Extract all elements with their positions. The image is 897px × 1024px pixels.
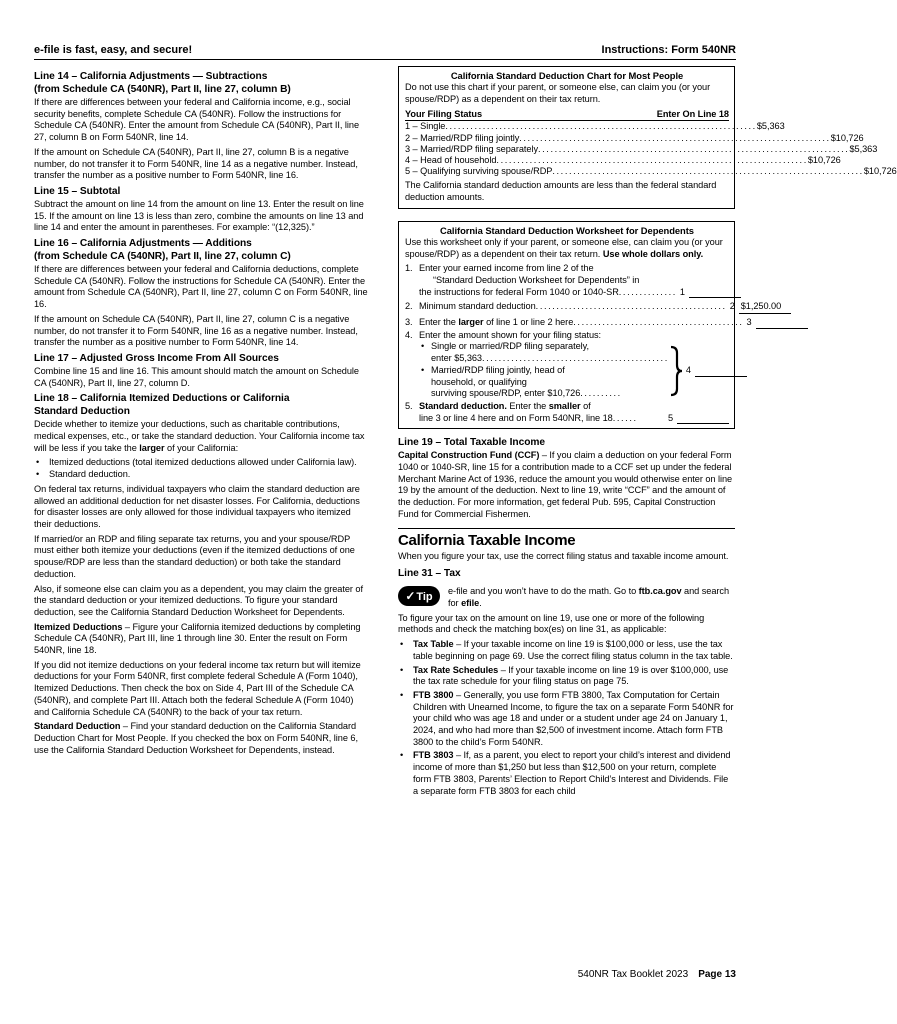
row-label: 2 – Married/RDP filing jointly bbox=[405, 132, 520, 143]
step-number: 2. bbox=[405, 301, 413, 312]
step-text-b: “Standard Deduction Worksheet for Dependents” in bbox=[433, 274, 640, 285]
bullet-icon: • bbox=[400, 639, 404, 650]
step-text bbox=[415, 401, 729, 413]
step-4-options bbox=[415, 341, 729, 400]
option-text-c: surviving spouse/RDP, enter $10,726 bbox=[431, 388, 581, 399]
method-text: – If your taxable income on line 19 is over $100,000, use the tax rate schedule for your filing status on page 75. bbox=[413, 664, 729, 687]
bullet-icon: • bbox=[421, 364, 425, 375]
list-item bbox=[398, 639, 735, 662]
line16-heading-b: (from Schedule CA (540NR), Part II, line 27, column C) bbox=[34, 251, 291, 263]
dependents-worksheet bbox=[398, 221, 782, 430]
tax-methods-list bbox=[398, 639, 735, 797]
leader-dots: ........................................................................... bbox=[496, 155, 808, 166]
method-text: – If, as a parent, you elect to report your child’s interest and dividend income of more than $1,250 but less than $12,500 on your return, complete form FTB 3803, Parents’ Election to Report Child’s Interest and Dividends. File a separate form FTB 3803 for each child bbox=[413, 750, 731, 796]
line18-para-3: If married/or an RDP and filing separate tax returns, you and your spouse/RDP must either both itemize your deductions (even if the itemized deductions of one spouse/RDP are less than the standard deduction) or both take the standard deduction. bbox=[34, 533, 355, 579]
tip-text-b: and search for bbox=[448, 586, 730, 608]
worksheet-title: California Standard Deduction Worksheet for Dependents bbox=[440, 224, 694, 236]
line18-para-2: On federal tax returns, individual taxpayers who claim the standard deduction are allowed an additional deduction for net disaster losses. For California, deductions for disaster losses are only allowed for those individual taxpayers who itemized their deductions. bbox=[34, 483, 360, 529]
worksheet-step-5 bbox=[405, 401, 729, 424]
option-text-b: household, or qualifying bbox=[431, 376, 527, 387]
table-row bbox=[405, 166, 897, 177]
leader-dots: ............................................. bbox=[482, 353, 669, 364]
leader-dots: .............................................. bbox=[535, 301, 727, 312]
line16-heading-a: Line 16 – California Adjustments — Additions bbox=[34, 238, 252, 250]
leader-dots: ........................................................................... bbox=[445, 121, 757, 132]
step-text-a: Enter the bbox=[419, 317, 459, 328]
bullet-text: Standard deduction. bbox=[49, 469, 131, 480]
table-row bbox=[405, 143, 878, 155]
leader-dots: ...... bbox=[612, 412, 638, 423]
list-item bbox=[398, 665, 735, 688]
step-text bbox=[419, 317, 573, 329]
itemized-deductions-label: Itemized Deductions bbox=[34, 621, 123, 632]
line14-heading-a: Line 14 – California Adjustments — Subtractions bbox=[34, 71, 268, 82]
step-number: 1. bbox=[405, 263, 413, 274]
california-taxable-income-title: California Taxable Income bbox=[398, 528, 735, 550]
tip-search-term: efile bbox=[461, 598, 480, 608]
worksheet-intro-bold: Use whole dollars only. bbox=[602, 248, 704, 259]
entry-blank-4[interactable] bbox=[695, 365, 747, 377]
step-text-b: Enter the bbox=[506, 400, 549, 411]
worksheet-intro bbox=[405, 237, 729, 260]
row-amount: $10,726 bbox=[807, 155, 841, 166]
option-line bbox=[431, 388, 669, 400]
list-item bbox=[398, 750, 735, 797]
bullet-icon: • bbox=[400, 664, 404, 675]
option-text-a: Married/RDP filing jointly, head of bbox=[431, 364, 565, 375]
line18-para-1 bbox=[34, 419, 369, 454]
line18-heading-a: Line 18 – California Itemized Deductions or California bbox=[34, 393, 290, 405]
line18-para-5: If you did not itemize deductions on your federal income tax return but will itemize deductions for your Form 540NR, first complete federal Schedule A (Form 1040), Itemized Deductions. Then check the box on Side 4, Part III of the Schedule CA (540NR), and complete Part III. Attach both the federal Schedule A (Form 1040) and California Schedule CA (540NR) to the back of your tax return. bbox=[34, 659, 361, 717]
line17-para-1: Combine line 15 and line 16. This amount should match the amount on Schedule CA (540NR), Part II, line 27, column D. bbox=[34, 365, 359, 388]
step-text: Enter the amount shown for your filing status: bbox=[419, 329, 602, 340]
table-row bbox=[405, 121, 785, 132]
worksheet-intro-a: Use this worksheet only if your parent, or someone else, can claim you (or your spouse/RDP) as a dependent on their tax return. bbox=[405, 236, 723, 259]
line18-heading-b: Standard Deduction bbox=[34, 406, 130, 418]
line-number: 2 bbox=[729, 301, 735, 312]
option-text-b: enter $5,363 bbox=[431, 353, 482, 364]
line17-heading: Line 17 – Adjusted Gross Income From All Sources bbox=[34, 352, 279, 364]
bullet-icon: • bbox=[36, 457, 40, 468]
step-text-c: of line 1 or line 2 here bbox=[483, 317, 574, 328]
step-text-bold: larger bbox=[458, 317, 484, 328]
step-text-a: Enter your earned income from line 2 of the bbox=[419, 263, 594, 274]
step-4-bullets bbox=[415, 341, 669, 400]
line31-heading: Line 31 – Tax bbox=[398, 568, 461, 580]
list-item bbox=[34, 457, 369, 469]
tip-callout bbox=[398, 586, 735, 609]
line14-para-2: If the amount on Schedule CA (540NR), Part II, line 27, column B is a negative number, do not transfer it to Form 540NR, line 14 as a negative number. Instead, transfer the number as a positive number to Form 540NR, line 16. bbox=[34, 146, 358, 181]
bullet-icon: • bbox=[400, 689, 404, 700]
line18-heading bbox=[34, 392, 369, 418]
list-item bbox=[398, 690, 735, 749]
line16-heading bbox=[34, 237, 369, 263]
table-row bbox=[405, 132, 864, 144]
entry-blank-3[interactable] bbox=[756, 317, 808, 329]
tip-link[interactable]: ftb.ca.gov bbox=[638, 586, 682, 597]
entry-blank-1[interactable] bbox=[689, 287, 741, 299]
line16-para-1: If there are differences between your federal and California deductions, complete Schedule CA (540NR). Follow the instructions for Schedule CA (540NR). Enter the amount from Schedule CA (540NR), Part II, line 27, column C on Form 540NR, line 16. bbox=[34, 264, 368, 310]
ccf-para bbox=[398, 450, 735, 520]
line14-heading bbox=[34, 70, 369, 96]
worksheet-step-1 bbox=[405, 263, 729, 298]
method-label: FTB 3803 bbox=[413, 750, 454, 761]
header-right-text: Instructions: Form 540NR bbox=[601, 44, 736, 56]
leader-dots: .............. bbox=[618, 286, 677, 297]
footer-booklet: 540NR Tax Booklet 2023 bbox=[577, 969, 689, 980]
step-text-bold-c: smaller bbox=[548, 400, 581, 411]
step-line bbox=[415, 301, 782, 314]
list-item bbox=[419, 365, 669, 400]
bullet-icon: • bbox=[36, 469, 40, 480]
line18-para-1-c: of your California: bbox=[164, 442, 239, 453]
line-number: 1 bbox=[679, 286, 685, 297]
bullet-icon: • bbox=[421, 341, 425, 352]
chart-note: The California standard deduction amounts are less than the federal standard deduction amounts. bbox=[405, 180, 717, 203]
tip-text bbox=[448, 586, 735, 609]
step-text-d: of bbox=[580, 400, 591, 411]
line18-para-4: Also, if someone else can claim you as a dependent, you may claim the greater of the standard deduction or your itemized deductions. To figure your standard deduction, see the California Standard Deduction Worksheet for Dependents. bbox=[34, 583, 363, 617]
list-item bbox=[34, 469, 369, 481]
standard-deduction-text: – Find your standard deduction on the California Standard Deduction Chart for Most People. If you checked the box on Form 540NR, line 6, use the California Standard Deduction Worksheet for Dependents, instead. bbox=[34, 721, 358, 755]
step-number: 3. bbox=[405, 317, 413, 328]
line-number: 5 bbox=[668, 412, 674, 423]
page-footer bbox=[578, 969, 736, 981]
bullet-icon: • bbox=[400, 750, 404, 761]
step-text-e: line 3 or line 4 here and on Form 540NR, line 18 bbox=[419, 412, 613, 423]
tip-text-c: . bbox=[479, 598, 482, 608]
leader-dots: ......................................... bbox=[573, 317, 744, 328]
row-amount: $10,726 bbox=[863, 166, 897, 177]
standard-deduction-para bbox=[34, 721, 369, 756]
chart-title: California Standard Deduction Chart for Most People bbox=[450, 70, 684, 81]
method-label: Tax Table bbox=[413, 639, 454, 650]
row-amount: $10,726 bbox=[830, 132, 864, 143]
chart-rows bbox=[405, 121, 897, 177]
step-text-c: the instructions for federal Form 1040 or 1040-SR bbox=[419, 286, 619, 297]
step-number: 5. bbox=[405, 400, 413, 411]
chart-intro: Do not use this chart if your parent, or someone else, can claim you (or your spouse/RDP) as a dependent on their tax return. bbox=[405, 82, 711, 104]
ccf-text: – If you claim a deduction on your federal Form 1040 or 1040-SR, line 15 for a contribution made to a CCF set up under the federal Merchant Marine Act of 1936, reduce the amount you would otherwise enter on line 19 by the amount of the deduction. Next to line 19, write “CCF” and the amount of the deduction. For more information, get federal Pub. 595, Capital Construction Fund for Commercial Fishermen. bbox=[398, 450, 733, 519]
method-label: Tax Rate Schedules bbox=[413, 664, 499, 675]
line18-bullet-list bbox=[34, 457, 369, 480]
tip-badge bbox=[398, 586, 440, 606]
footer-page-number: Page 13 bbox=[698, 969, 736, 980]
leader-dots: ........................................................................... bbox=[552, 166, 864, 177]
method-label: FTB 3800 bbox=[413, 689, 454, 700]
line16-para-2: If the amount on Schedule CA (540NR), Part II, line 27, column C is a negative number, do not transfer it to Form 540NR, line 16 as a negative number. Instead, transfer the number as a positive number to Form 540NR, line 14. bbox=[34, 313, 358, 348]
option-text-a: Single or married/RDP filing separately, bbox=[431, 341, 589, 352]
line18-para-1-bold: larger bbox=[139, 442, 165, 453]
right-column bbox=[398, 66, 897, 797]
table-row bbox=[405, 155, 841, 166]
list-item bbox=[419, 341, 669, 364]
row-label: 1 – Single bbox=[405, 121, 446, 132]
row-label: 5 – Qualifying surviving spouse/RDP bbox=[405, 166, 553, 177]
line18-para-1-a: Decide whether to itemize your deductions, such as charitable contributions, medical expenses, etc., or take the standard deduction. Your California income tax will be less if you take the bbox=[34, 419, 365, 453]
worksheet-step-4 bbox=[405, 330, 729, 400]
line15-para-1: Subtract the amount on line 14 from the amount on line 13. Enter the result on line 15. If the amount on line 13 is less than zero, combine the amounts on line 13 and line 14 and enter the amount in parentheses. For example: “(12,325).” bbox=[34, 198, 364, 233]
worksheet-step-2 bbox=[405, 301, 782, 314]
row-amount: $5,363 bbox=[756, 121, 785, 132]
line14-heading-b: (from Schedule CA (540NR), Part II, line 27, column B) bbox=[34, 84, 291, 95]
tax-para: To figure your tax on the amount on line 19, use one or more of the following methods and check the matching box(es) on line 31, as applicable: bbox=[398, 612, 705, 635]
line-number: 4 bbox=[685, 364, 691, 375]
entry-blank-5[interactable] bbox=[677, 413, 729, 425]
step-number: 4. bbox=[405, 329, 413, 340]
option-line bbox=[431, 353, 669, 365]
step-line bbox=[415, 317, 752, 329]
check-icon: ✓ bbox=[405, 589, 416, 604]
row-amount: $5,363 bbox=[849, 143, 878, 154]
chart-header-row bbox=[405, 108, 729, 121]
standard-deduction-label: Standard Deduction bbox=[34, 721, 121, 732]
step-text: Minimum standard deduction bbox=[419, 301, 536, 312]
left-column bbox=[34, 70, 369, 756]
line19-heading: Line 19 – Total Taxable Income bbox=[398, 437, 546, 449]
leader-dots: .......... bbox=[580, 388, 622, 399]
worksheet-step-3 bbox=[405, 317, 752, 329]
leader-dots: ........................................................................... bbox=[538, 143, 850, 154]
brace-icon bbox=[669, 345, 683, 397]
row-label: 4 – Head of household bbox=[405, 155, 497, 166]
standard-deduction-chart bbox=[398, 66, 897, 209]
itemized-deductions-text: – Figure your California itemized deductions by completing Schedule CA (540NR), Part III, line 1 through line 30. Enter the result on Form 540NR, line 18. bbox=[34, 621, 361, 656]
row-label: 3 – Married/RDP filing separately bbox=[405, 143, 538, 154]
cti-para: When you figure your tax, use the correct filing status and taxable income amount. bbox=[398, 550, 729, 561]
header-left-text: e-file is fast, easy, and secure! bbox=[34, 44, 193, 56]
chart-col-enter: Enter On Line 18 bbox=[656, 109, 729, 120]
method-text: – Generally, you use form FTB 3800, Tax Computation for Certain Children with Unearned Income, to figure the tax on a separate Form 540NR for your child who was age 18 and under or a student under age 24 on January 1, 2024, and who had more than $2,500 of investment income. Attach form FTB 3800 to the child’s Form 540NR. bbox=[413, 689, 734, 747]
chart-col-status: Your Filing Status bbox=[405, 109, 483, 120]
line-number: 3 bbox=[746, 317, 752, 328]
step-text-bold-a: Standard deduction. bbox=[419, 400, 507, 411]
bullet-text: Itemized deductions (total itemized deductions allowed under California law). bbox=[49, 457, 357, 468]
step-line bbox=[415, 413, 729, 425]
line14-para-1: If there are differences between your federal and California income, e.g., social security benefits, complete Schedule CA (540NR). Follow the instructions for Schedule CA (540NR). Enter the amount from Schedule CA (540NR), Part II, line 27, column B on Form 540NR, line 14. bbox=[34, 97, 360, 143]
ccf-label: Capital Construction Fund (CCF) bbox=[398, 450, 540, 461]
step-line bbox=[415, 287, 729, 299]
line15-heading: Line 15 – Subtotal bbox=[34, 185, 121, 197]
page-header bbox=[34, 44, 736, 60]
tip-label: Tip bbox=[416, 591, 433, 604]
itemized-deductions-para bbox=[34, 622, 369, 657]
leader-dots: ........................................................................... bbox=[519, 132, 831, 143]
method-text: – If your taxable income on line 19 is $100,000 or less, use the tax table beginning on page 69. Use the correct filing status column in the tax table. bbox=[413, 639, 733, 661]
tip-text-a: e-file and you won’t have to do the math. Go to bbox=[448, 586, 639, 597]
entry-blank-2: $1,250.00 bbox=[739, 301, 791, 314]
